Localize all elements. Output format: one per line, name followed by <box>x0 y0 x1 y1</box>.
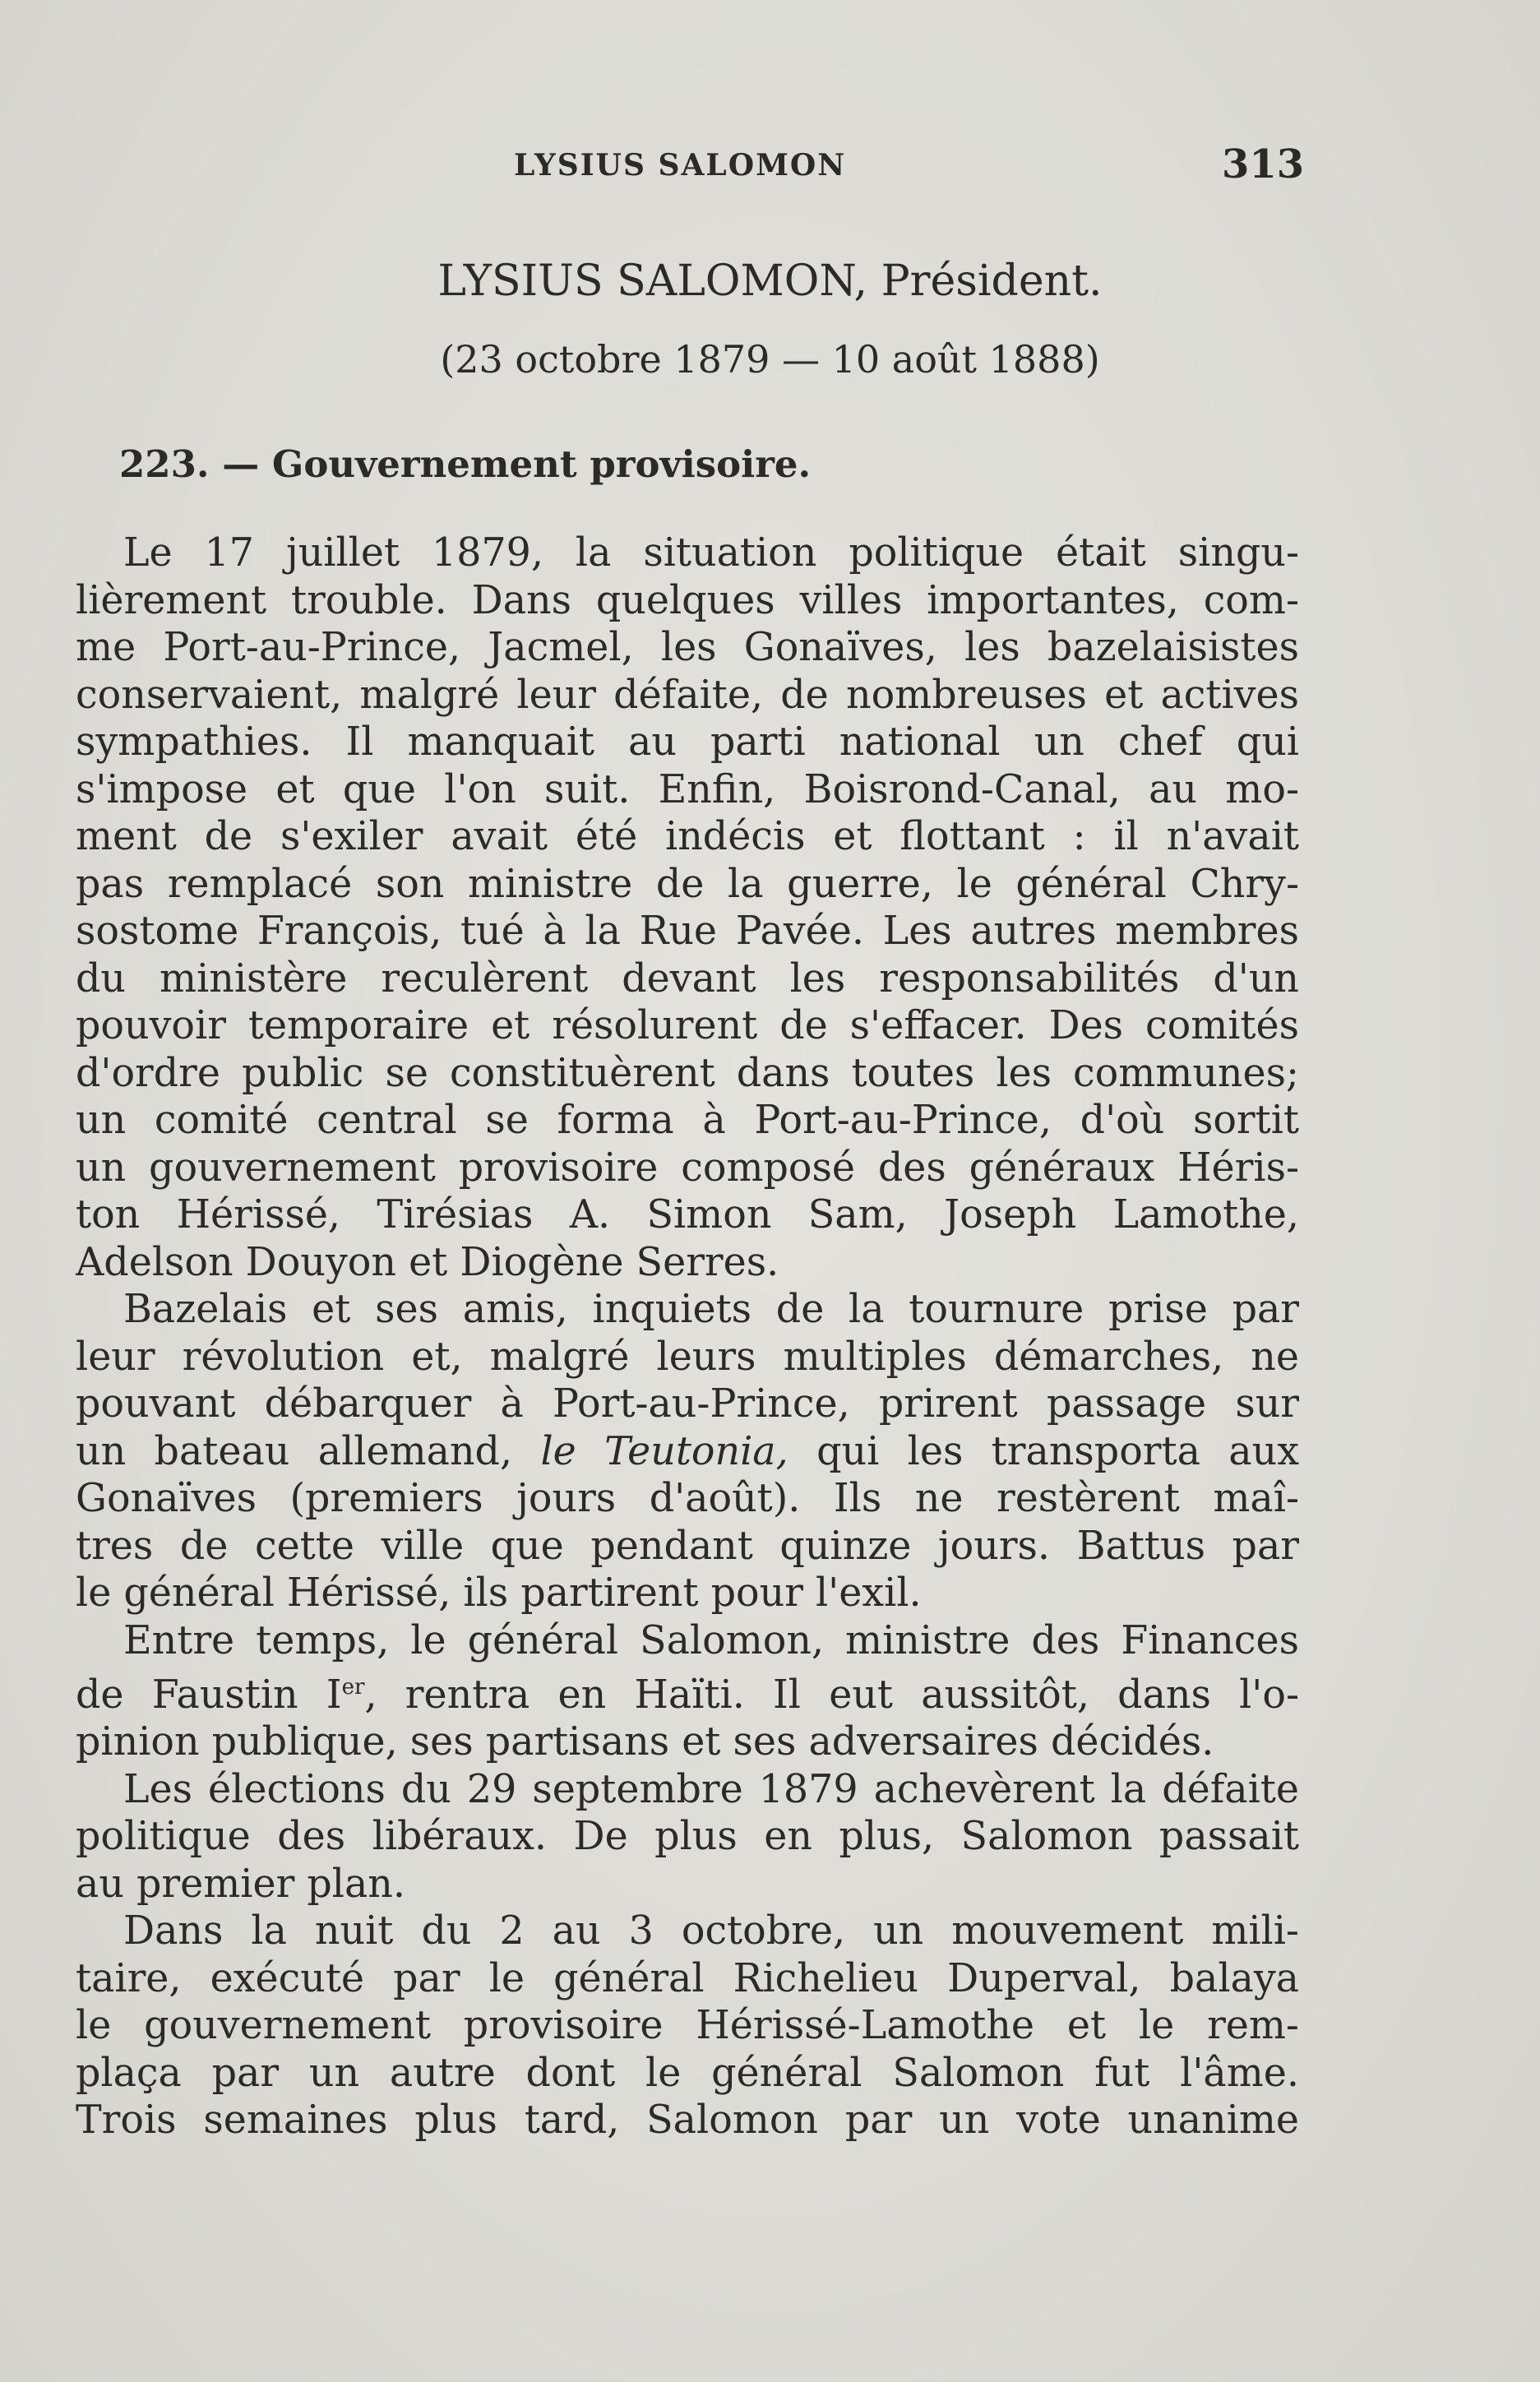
text-segment: , rentra en Haïti. Il eut aussitôt, dans l'o- <box>364 1672 1299 1718</box>
text-line: au premier plan. <box>76 1861 405 1907</box>
text-line: plaça par un autre dont le général Salomon fut l'âme. <box>76 2050 1299 2096</box>
text-line: sostome François, tué à la Rue Pavée. Les autres membres <box>76 909 1299 954</box>
chapter-title-text: LYSIUS SALOMON, Président. <box>437 257 1103 306</box>
text-line: leur révolution et, malgré leurs multiples démarches, ne <box>76 1334 1299 1380</box>
page-number: 313 <box>1222 141 1305 187</box>
ship-name: le Teutonia, <box>540 1428 788 1474</box>
text-line: politique des libéraux. De plus en plus, Salomon passait <box>76 1814 1299 1860</box>
paragraph <box>76 1617 1299 1766</box>
text-line: Le 17 juillet 1879, la situation politique était singu- <box>123 530 1299 576</box>
text-line: Adelson Douyon et Diogène Serres. <box>76 1239 779 1285</box>
text-line: pinion publique, ses partisans et ses adversaires décidés. <box>76 1719 1214 1765</box>
text-line: d'ordre public se constituèrent dans toutes les communes; <box>76 1050 1299 1096</box>
text-line: lièrement trouble. Dans quelques villes importantes, com- <box>76 577 1299 623</box>
running-title: LYSIUS SALOMON <box>514 148 847 183</box>
text-line: taire, exécuté par le général Richelieu Duperval, balaya <box>76 1955 1299 2001</box>
text-line: un gouvernement provisoire composé des généraux Héris- <box>76 1145 1299 1191</box>
text-line: ton Hérissé, Tirésias A. Simon Sam, Joseph Lamothe, <box>76 1192 1299 1237</box>
text-line: le gouvernement provisoire Hérissé-Lamothe et le rem- <box>76 2003 1299 2049</box>
chapter-dates: (23 octobre 1879 — 10 août 1888) <box>440 337 1100 382</box>
text-line: pas remplacé son ministre de la guerre, le général Chry- <box>76 861 1299 907</box>
text-line: le général Hérissé, ils partirent pour l'exil. <box>76 1570 922 1616</box>
text-line: ment de s'exiler avait été indécis et flottant : il n'avait <box>76 814 1299 859</box>
text-line: conservaient, malgré leur défaite, de nombreuses et actives <box>76 672 1299 718</box>
section-heading: 223. — Gouvernement provisoire. <box>119 442 812 486</box>
text-line: un comité central se forma à Port-au-Prince, d'où sortit <box>76 1098 1299 1143</box>
running-header <box>0 141 1540 191</box>
text-line: me Port-au-Prince, Jacmel, les Gonaïves, les bazelaisistes <box>76 625 1299 670</box>
text-line: Les élections du 29 septembre 1879 achevèrent la défaite <box>123 1766 1299 1812</box>
text-line: pouvoir temporaire et résolurent de s'effacer. Des comités <box>76 1003 1299 1048</box>
chapter-title <box>0 257 1540 306</box>
text-line-with-italic <box>76 1428 1299 1476</box>
text-line: Gonaïves (premiers jours d'août). Ils ne restèrent maî- <box>76 1476 1299 1521</box>
text-line: Trois semaines plus tard, Salomon par un vote unanime <box>76 2098 1299 2144</box>
text-segment: de Faustin I <box>76 1672 342 1718</box>
body-text <box>76 530 1299 2144</box>
text-segment: un bateau allemand, <box>76 1428 541 1474</box>
paragraph <box>76 530 1299 1286</box>
text-line: Entre temps, le général Salomon, ministre des Finances <box>123 1617 1299 1663</box>
superscript: er <box>341 1675 365 1700</box>
text-line: Dans la nuit du 2 au 3 octobre, un mouvement mili- <box>123 1908 1299 1954</box>
paragraph <box>76 1286 1299 1617</box>
text-line: pouvant débarquer à Port-au-Prince, prirent passage sur <box>76 1381 1299 1427</box>
paragraph <box>76 1766 1299 1908</box>
text-line: tres de cette ville que pendant quinze jours. Battus par <box>76 1523 1299 1569</box>
text-line: sympathies. Il manquait au parti national un chef qui <box>76 719 1299 765</box>
paragraph <box>76 1908 1299 2144</box>
text-line: du ministère reculèrent devant les responsabilités d'un <box>76 955 1299 1001</box>
text-segment: qui les transporta aux <box>788 1428 1299 1474</box>
text-line: s'impose et que l'on suit. Enfin, Boisrond-Canal, au mo- <box>76 766 1299 812</box>
text-line: Bazelais et ses amis, inquiets de la tournure prise par <box>123 1287 1299 1332</box>
text-line-with-superscript <box>76 1664 1299 1718</box>
